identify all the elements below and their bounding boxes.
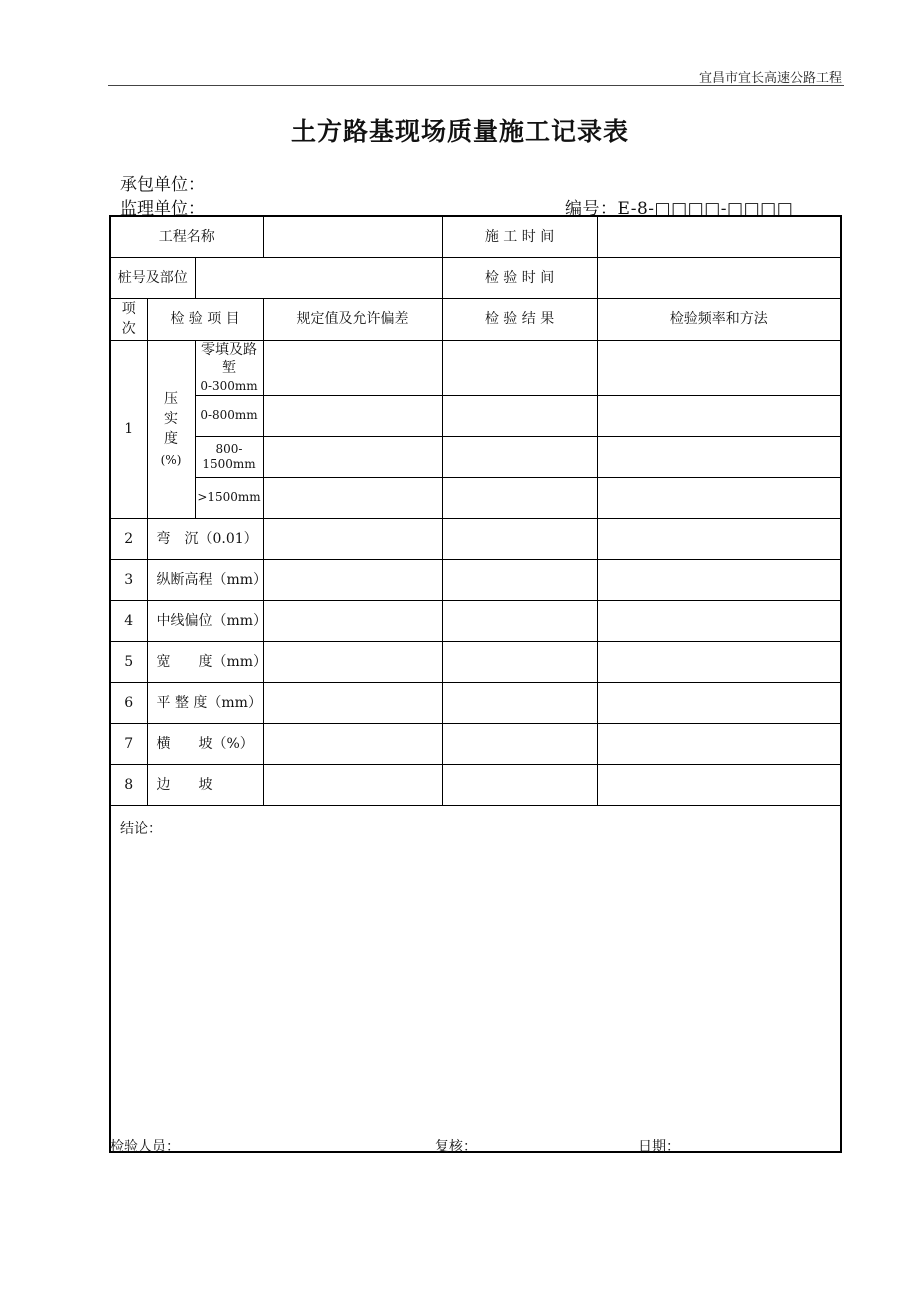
compaction-sub-3: 800-1500mm	[195, 437, 263, 478]
item-number: 4	[110, 601, 147, 642]
compaction-char-3: 度	[163, 431, 178, 448]
info-row-project	[110, 216, 841, 258]
spec-field[interactable]	[263, 683, 442, 724]
spec-field[interactable]	[263, 519, 442, 560]
spec-header: 规定值及允许偏差	[263, 299, 442, 341]
compaction-sub-1-line2: 0-300mm	[200, 378, 258, 393]
result-field[interactable]	[442, 560, 597, 601]
inspection-table	[109, 215, 842, 1153]
method-field[interactable]	[597, 519, 841, 560]
column-header-row	[110, 299, 841, 341]
item-label: 纵断高程（mm）	[147, 560, 263, 601]
spec-field[interactable]	[263, 765, 442, 806]
compaction-sub-2: 0-800mm	[195, 396, 263, 437]
compaction-sub-4: >1500mm	[195, 478, 263, 519]
compaction-4-result-field[interactable]	[442, 478, 597, 519]
compaction-number: 1	[110, 340, 147, 519]
item-row-elevation	[110, 560, 841, 601]
result-field[interactable]	[442, 519, 597, 560]
project-name-label: 工程名称	[110, 216, 263, 258]
method-field[interactable]	[597, 765, 841, 806]
item-header: 检 验 项 目	[147, 299, 263, 341]
item-number: 7	[110, 724, 147, 765]
station-label: 桩号及部位	[110, 258, 195, 299]
method-field[interactable]	[597, 560, 841, 601]
info-row-station	[110, 258, 841, 299]
compaction-row-1	[110, 340, 841, 396]
compaction-row-4	[110, 478, 841, 519]
item-number: 6	[110, 683, 147, 724]
method-field[interactable]	[597, 642, 841, 683]
result-field[interactable]	[442, 765, 597, 806]
item-number: 5	[110, 642, 147, 683]
method-field[interactable]	[597, 683, 841, 724]
item-label: 平 整 度（mm）	[147, 683, 263, 724]
result-field[interactable]	[442, 642, 597, 683]
result-field[interactable]	[442, 683, 597, 724]
result-field[interactable]	[442, 724, 597, 765]
compaction-2-spec-field[interactable]	[263, 396, 442, 437]
item-label: 边 坡	[147, 765, 263, 806]
inspection-time-label: 检 验 时 间	[442, 258, 597, 299]
project-name-field[interactable]	[263, 216, 442, 258]
conclusion-label: 结论：	[120, 821, 162, 838]
compaction-1-result-field[interactable]	[442, 340, 597, 396]
item-label: 中线偏位（mm）	[147, 601, 263, 642]
method-field[interactable]	[597, 601, 841, 642]
compaction-2-result-field[interactable]	[442, 396, 597, 437]
item-number-header-line1: 项	[121, 301, 136, 317]
construction-time-field[interactable]	[597, 216, 841, 258]
inspection-time-field[interactable]	[597, 258, 841, 299]
item-number: 2	[110, 519, 147, 560]
compaction-char-2: 实	[163, 411, 178, 428]
header-divider	[108, 85, 844, 86]
conclusion-field[interactable]	[110, 806, 841, 1153]
spec-field[interactable]	[263, 601, 442, 642]
item-row-centerline	[110, 601, 841, 642]
compaction-1-spec-field[interactable]	[263, 340, 442, 396]
spec-field[interactable]	[263, 560, 442, 601]
review-label: 复核：	[435, 1139, 477, 1155]
compaction-2-method-field[interactable]	[597, 396, 841, 437]
supervisor-label: 监理单位：	[120, 199, 205, 219]
result-header: 检 验 结 果	[442, 299, 597, 341]
spec-field[interactable]	[263, 642, 442, 683]
compaction-label	[147, 340, 195, 519]
spec-field[interactable]	[263, 724, 442, 765]
document-title: 土方路基现场质量施工记录表	[290, 117, 629, 146]
compaction-4-spec-field[interactable]	[263, 478, 442, 519]
construction-time-label: 施 工 时 间	[442, 216, 597, 258]
item-number: 3	[110, 560, 147, 601]
project-header: 宜昌市宜长高速公路工程	[698, 71, 842, 86]
contractor-label: 承包单位：	[120, 175, 205, 195]
item-label: 宽 度（mm）	[147, 642, 263, 683]
conclusion-row	[110, 806, 841, 1153]
compaction-3-method-field[interactable]	[597, 437, 841, 478]
item-label: 横 坡（%）	[147, 724, 263, 765]
compaction-row-3	[110, 437, 841, 478]
item-row-crossfall	[110, 724, 841, 765]
compaction-4-method-field[interactable]	[597, 478, 841, 519]
date-label: 日期：	[638, 1139, 680, 1155]
method-field[interactable]	[597, 724, 841, 765]
item-row-slope	[110, 765, 841, 806]
result-field[interactable]	[442, 601, 597, 642]
compaction-1-method-field[interactable]	[597, 340, 841, 396]
item-number: 8	[110, 765, 147, 806]
compaction-sub-1-line1: 零填及路堑	[201, 341, 258, 376]
item-number-header-line2: 次	[121, 321, 136, 338]
method-header: 检验频率和方法	[597, 299, 841, 341]
compaction-sub-1	[195, 340, 263, 396]
item-number-header	[110, 299, 147, 341]
compaction-row-2	[110, 396, 841, 437]
item-row-deflection	[110, 519, 841, 560]
compaction-3-result-field[interactable]	[442, 437, 597, 478]
inspector-label: 检验人员：	[110, 1139, 180, 1155]
form-code: 编号：E-8-□□□□-□□□□	[565, 199, 794, 219]
compaction-char-1: 压	[163, 390, 178, 407]
item-label: 弯 沉（0.01）	[147, 519, 263, 560]
item-row-flatness	[110, 683, 841, 724]
item-row-width	[110, 642, 841, 683]
compaction-unit: (%)	[160, 452, 182, 467]
station-field[interactable]	[195, 258, 442, 299]
compaction-3-spec-field[interactable]	[263, 437, 442, 478]
